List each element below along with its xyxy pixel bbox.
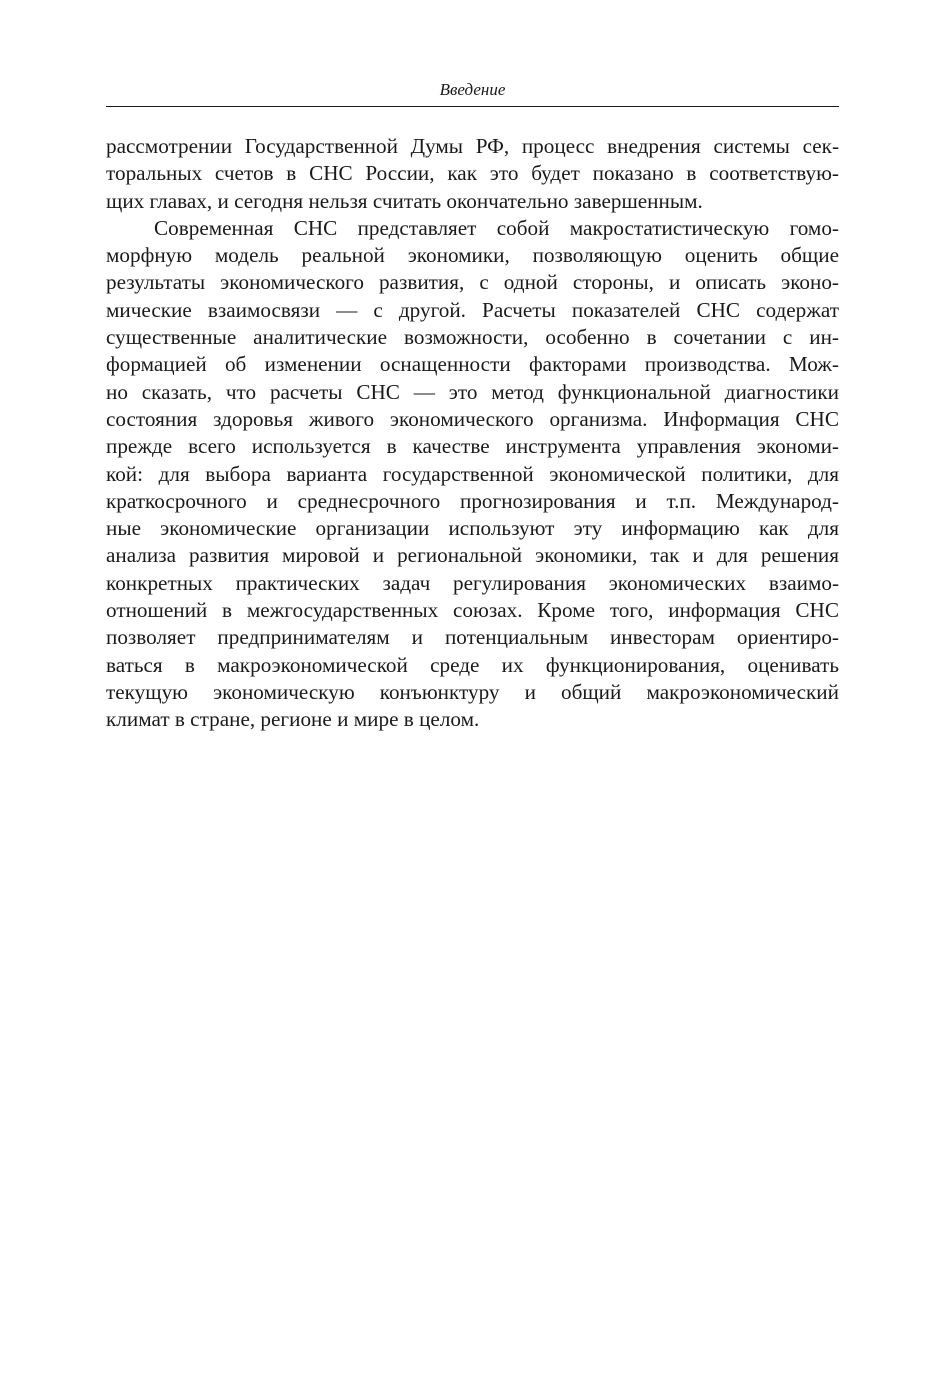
text-line: климат в стране, регионе и мире в целом. (106, 707, 480, 732)
text-line: конкретных практических задач регулирования экономических взаимо- (106, 570, 839, 595)
text-line: прежде всего используется в качестве инструмента управления экономи- (106, 434, 839, 459)
text-line: ные экономические организации используют эту информацию как для (106, 516, 839, 541)
text-line: рассмотрении Государственной Думы РФ, процесс внедрения системы сек- (106, 134, 839, 158)
text-line: щих главах, и сегодня нельзя считать окончательно завершенным. (106, 188, 703, 213)
text-line: кой: для выбора варианта государственной экономической политики, для (106, 461, 839, 486)
text-line: Современная СНС представляет собой макростатистическую гомо- (154, 215, 839, 240)
text-line: состояния здоровья живого экономического организма. Информация СНС (106, 406, 839, 431)
text-line: текущую экономическую конъюнктуру и общий макроэкономический (106, 679, 839, 704)
body-text (106, 133, 839, 734)
text-line: существенные аналитические возможности, особенно в сочетании с ин- (106, 325, 839, 350)
text-line: мические взаимосвязи — с другой. Расчеты показателей СНС содержат (106, 297, 839, 322)
text-line: но сказать, что расчеты СНС — это метод функциональной диагностики (106, 379, 839, 404)
running-head-title: Введение (439, 80, 506, 99)
text-line: результаты экономического развития, с одной стороны, и описать эконо- (106, 270, 839, 295)
header-rule (106, 106, 839, 107)
text-line: отношений в межгосударственных союзах. Кроме того, информация СНС (106, 598, 839, 623)
text-line: формацией об изменении оснащенности факторами производства. Мож- (106, 352, 839, 377)
text-line: позволяет предпринимателям и потенциальным инвесторам ориентиро- (106, 625, 839, 650)
text-line: торальных счетов в СНС России, как это будет показано в соответствую- (106, 161, 839, 186)
text-line: ваться в макроэкономической среде их функционирования, оценивать (106, 652, 839, 677)
paragraph-2 (106, 215, 839, 734)
text-line: анализа развития мировой и региональной экономики, так и для решения (106, 543, 839, 568)
paragraph-1 (106, 133, 839, 215)
text-line: морфную модель реальной экономики, позволяющую оценить общие (106, 243, 839, 268)
text-line: краткосрочного и среднесрочного прогнозирования и т.п. Международ- (106, 488, 839, 513)
